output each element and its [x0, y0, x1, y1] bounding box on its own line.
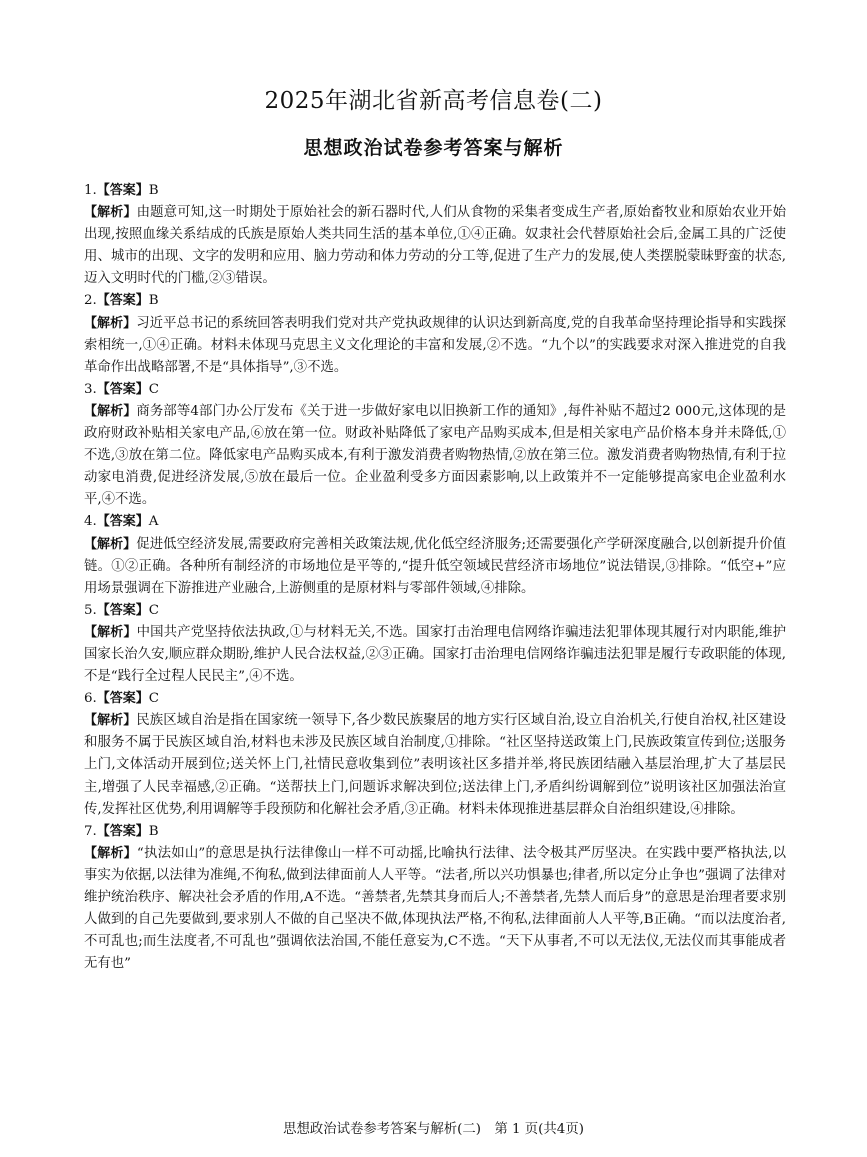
answer-value: C: [148, 381, 160, 397]
explanation-text: “执法如山”的意思是执行法律像山一样不可动摇,比喻执行法律、法令极其严厉坚决。在实践中要严格执法,以事实为依据,以法律为准绳,不徇私,做到法律面前人人平等。“法者,所以兴功惧暴也;律者,所以定分止争也”强调了法律对维护统治秩序、解决社会矛盾的作用,A不选。“善禁者,先禁其身而后人;不善禁者,先禁人而后身”的意思是治理者要求别人做到的自己先要做到,要求别人不做的自己坚决不做,体现执法严格,不徇私,法律面前人人平等,B正确。“而以法度治者,不可乱也;而生法度者,不可乱也”强调依法治国,不能任意妄为,C不选。“天下从事者,不可以无法仪,无法仪而其事能成者无有也”: [84, 845, 786, 972]
question-item: [84, 600, 786, 688]
explanation-text: 商务部等4部门办公厅发布《关于进一步做好家电以旧换新工作的通知》,每件补贴不超过2 000元,这体现的是政府财政补贴相关家电产品,⑥放在第一位。财政补贴降低了家电产品购买成本,但是相关家电产品价格本身并未降低,①不选,③放在第二位。降低家电产品购买成本,有利于激发消费者购物热情,②放在第三位。激发消费者购物热情,有利于拉动家电消费,促进经济发展,⑤放在最后一位。企业盈利受多方面因素影响,以上政策并不一定能够提高家电企业盈利水平,④不选。: [84, 403, 786, 508]
explanation: [84, 313, 786, 379]
answer-value: B: [148, 183, 159, 198]
page-subtitle: 思想政治试卷参考答案与解析: [303, 137, 564, 159]
question-number: 2.: [84, 293, 97, 309]
explanation: [84, 843, 786, 976]
answer-value: C: [148, 691, 160, 707]
answer-line: [84, 379, 786, 401]
explanation-text: 民族区域自治是指在国家统一领导下,各少数民族聚居的地方实行区域自治,设立自治机关,行使自治权,社区建设和服务不属于民族区域自治,材料也未涉及民族区域自治制度,①排除。“社区坚持送政策上门,民族政策宣传到位;送服务上门,文体活动开展到位;送关怀上门,社情民意收集到位”表明该社区多措并举,将民族团结融入基层治理,扩大了基层民主,增强了人民幸福感,②正确。“送帮扶上门,问题诉求解决到位;送法律上门,矛盾纠纷调解到位”说明该社区加强法治宣传,发挥社区优势,利用调解等手段预防和化解社会矛盾,③正确。材料未体现推进基层群众自治组织建设,④排除。: [84, 713, 786, 817]
explanation-tag: 【解析】: [84, 536, 137, 552]
explanation-tag: 【解析】: [84, 315, 137, 331]
answer-line: [84, 511, 786, 533]
explanation-tag: 【解析】: [84, 624, 137, 640]
answer-line: [84, 180, 786, 202]
answer-value: A: [148, 514, 159, 530]
explanation-text: 中国共产党坚持依法执政,①与材料无关,不选。国家打击治理电信网络诈骗违法犯罪体现其履行对内职能,维护国家长治久安,顺应群众期盼,维护人民合法权益,②③正确。国家打击治理电信网络诈骗违法犯罪是履行专政职能的体现,不是“践行全过程人民民主”,④不选。: [84, 624, 786, 685]
question-item: [84, 688, 786, 821]
answer-tag: 【答案】: [96, 691, 149, 707]
question-item: [84, 180, 786, 290]
answer-tag: 【答案】: [96, 183, 149, 198]
explanation: [84, 622, 786, 688]
answer-tag: 【答案】: [96, 602, 149, 618]
page-footer: 思想政治试卷参考答案与解析(二) 第 1 页(共4页): [283, 1122, 584, 1137]
answer-line: [84, 290, 786, 312]
explanation-tag: 【解析】: [84, 403, 137, 419]
question-number: 7.: [84, 823, 97, 839]
explanation-text: 由题意可知,这一时期处于原始社会的新石器时代,人们从食物的采集者变成生产者,原始畜牧业和原始农业开始出现,按照血缘关系结成的氏族是原始人类共同生活的基本单位,①④正确。奴隶社会代替原始社会后,金属工具的广泛使用、城市的出现、文字的发明和应用、脑力劳动和体力劳动的分工等,促进了生产力的发展,使人类摆脱蒙昧野蛮的状态,迈入文明时代的门槛,②③错误。: [84, 205, 786, 287]
explanation-tag: 【解析】: [84, 713, 137, 729]
explanation-text: 习近平总书记的系统回答表明我们党对共产党执政规律的认识达到新高度,党的自我革命坚持理论指导和实践探索相统一,①④正确。材料未体现马克思主义文化理论的丰富和发展,②不选。“九个以”的实践要求对深入推进党的自我革命作出战略部署,不是“具体指导”,③不选。: [84, 315, 786, 375]
question-item: [84, 290, 786, 378]
question-number: 1.: [84, 183, 97, 198]
question-item: [84, 379, 786, 512]
explanation-tag: 【解析】: [84, 845, 137, 861]
answer-line: [84, 600, 786, 622]
explanation: [84, 202, 786, 290]
question-number: 6.: [84, 691, 97, 707]
answer-tag: 【答案】: [96, 381, 149, 397]
answer-value: B: [148, 823, 159, 839]
answer-line: [84, 821, 786, 843]
explanation: [84, 534, 786, 600]
explanation: [84, 710, 786, 820]
explanation-tag: 【解析】: [84, 205, 137, 221]
answer-value: B: [148, 293, 159, 309]
question-number: 3.: [84, 381, 97, 397]
answer-value: C: [148, 602, 160, 618]
question-item: [84, 511, 786, 599]
answers-list: [84, 180, 786, 975]
answer-tag: 【答案】: [96, 514, 149, 530]
question-item: [84, 821, 786, 976]
answer-tag: 【答案】: [96, 293, 149, 309]
question-number: 5.: [84, 602, 97, 618]
question-number: 4.: [84, 514, 97, 530]
explanation: [84, 401, 786, 511]
answer-tag: 【答案】: [96, 823, 149, 839]
answer-line: [84, 688, 786, 710]
page-title: 2025年湖北省新高考信息卷(二): [264, 88, 603, 114]
explanation-text: 促进低空经济发展,需要政府完善相关政策法规,优化低空经济服务;还需要强化产学研深度融合,以创新提升价值链。①②正确。各种所有制经济的市场地位是平等的,“提升低空领域民营经济市场地位”说法错误,③排除。“低空+”应用场景强调在下游推进产业融合,上游侧重的是原材料与零部件领域,④排除。: [84, 536, 786, 596]
